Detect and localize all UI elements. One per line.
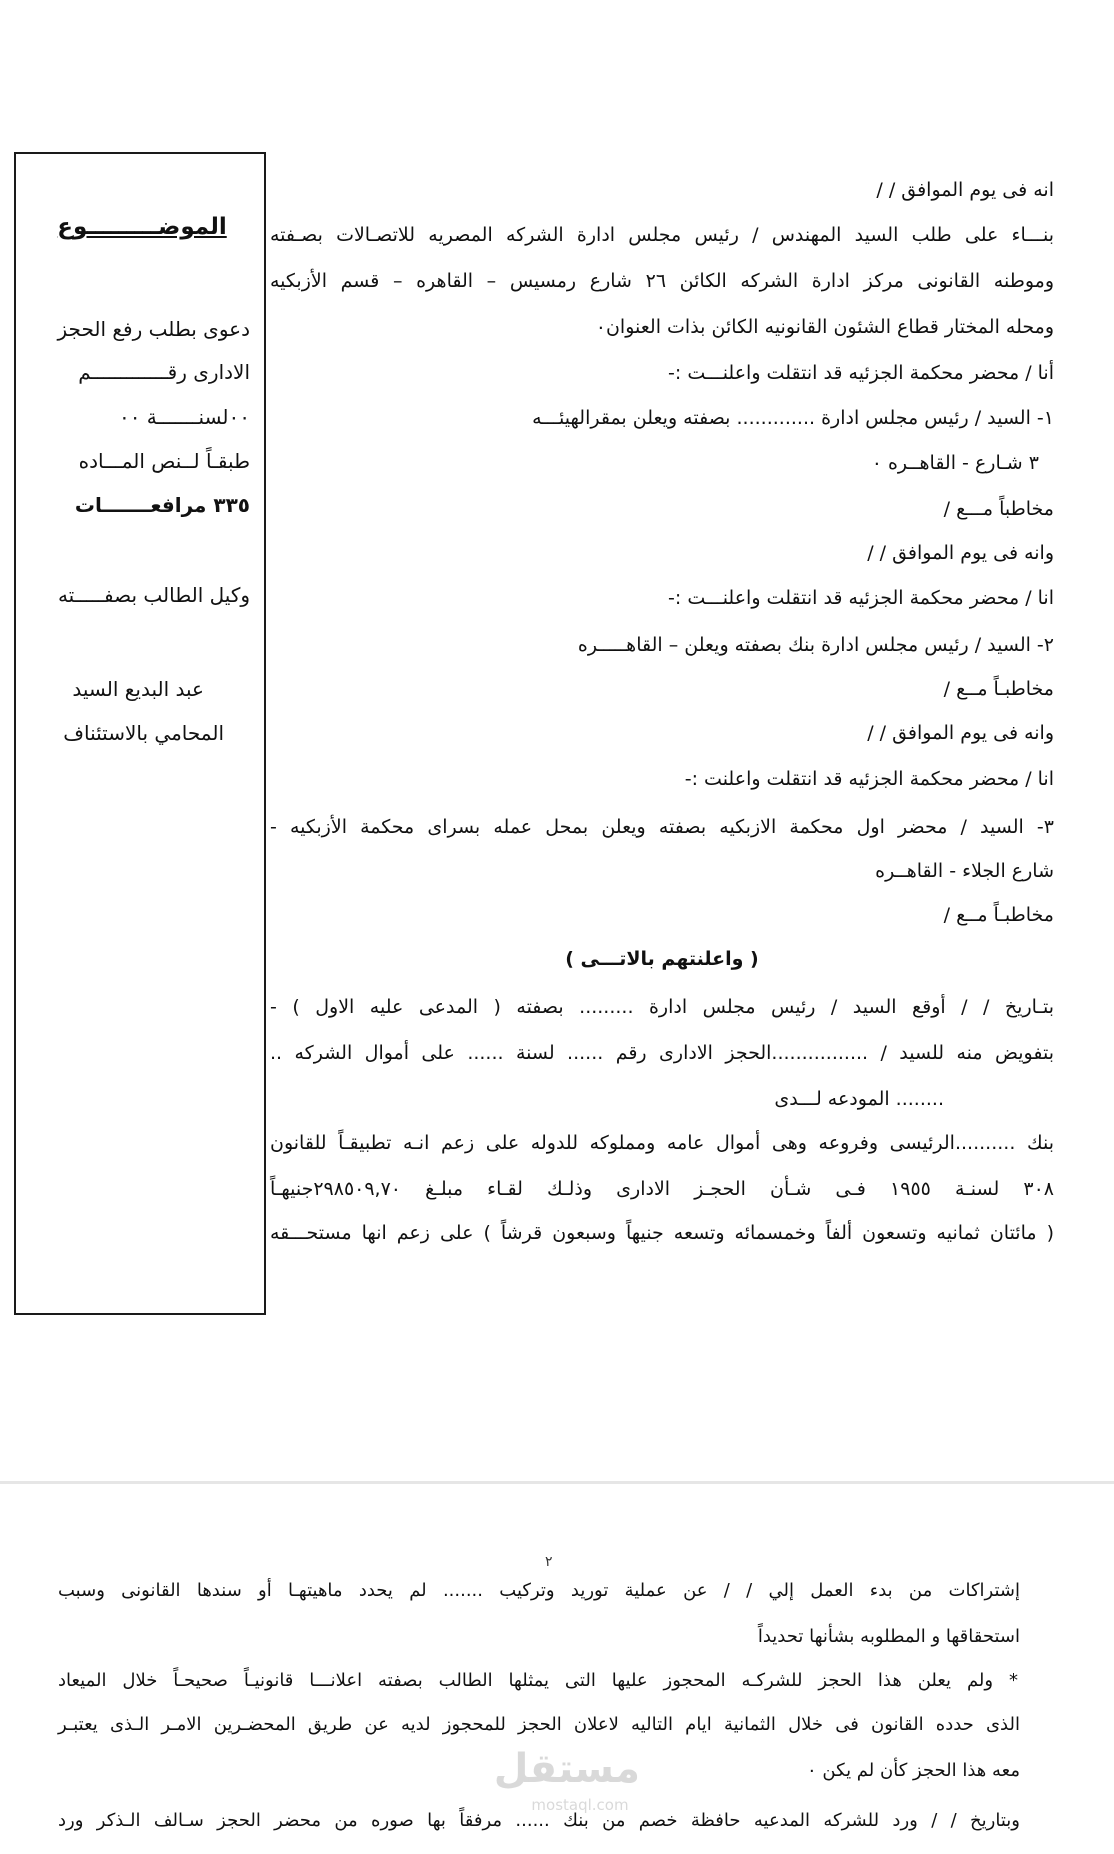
page2-line: وبتاريخ / / ورد للشركه المدعيه حافظة خصم من بنك ...... مرفقاً بها صوره من محضر الحجز سـالف الـذكر ورد — [58, 1810, 1020, 1831]
agent-line: وكيل الطالب بصفـــــته — [57, 583, 250, 607]
page2-line: معه هذا الحجز كأن لم يكن ٠ — [807, 1760, 1020, 1781]
body-line: ١- السيد / رئيس مجلس ادارة ............. بصفته ويعلن بمقرالهيئـــه — [532, 407, 1054, 429]
page2-line: الذى حدده القانون فى خلال الثمانية ايام التاليه لاعلان الحجز للمحجوز لديه عن طريق المحضـرين الامـر الـذى يعتبـر — [58, 1714, 1020, 1735]
body-line: انا / محضر محكمة الجزئيه قد انتقلت واعلنـــت :- — [668, 587, 1054, 609]
section-heading: ( واعلنتهم بالاتـــى ) — [565, 948, 759, 970]
body-line: ٣٠٨ لسنـة ١٩٥٥ فـى شـأن الحجـز الادارى وذلـك لقـاء مبلـغ ٢٩٨٥٠٩,٧٠جنيهـاً — [270, 1178, 1055, 1200]
body-line: مخاطباً مـــع / — [943, 498, 1054, 520]
watermark-arabic: مستقل — [493, 1746, 640, 1792]
body-line: وموطنه القانونى مركز ادارة الشركه الكائن ٢٦ شارع رمسيس – القاهره – قسم الأزبكيه — [270, 270, 1054, 292]
page2-line: إشتراكات من بدء العمل إلي / / عن عملية توريد وتركيب ....... لم يحدد ماهيتهـا أو سندها القانونى وسبب — [58, 1580, 1020, 1601]
body-line: ٢- السيد / رئيس مجلس ادارة بنك بصفته ويعلن – القاهـــــره — [577, 634, 1054, 656]
lawyer-title: المحامي بالاستئناف — [63, 721, 224, 745]
body-line: مخاطبـاً مــع / — [943, 678, 1054, 700]
body-line: أنا / محضر محكمة الجزئيه قد انتقلت واعلنـــت :- — [668, 362, 1054, 384]
page-number: ٢ — [545, 1554, 553, 1570]
body-line: وانه فى يوم الموافق / / — [867, 542, 1054, 564]
mostaql-watermark — [493, 1746, 640, 1816]
page2-line: * ولم يعلن هذا الحجز للشركـه المحجوز عليها التى يمثلها الطالب بصفته اعلانـــا قانونيـاً صحيحـاً خلال الميعاد — [58, 1670, 1018, 1691]
body-line: وانه فى يوم الموافق / / — [867, 722, 1054, 744]
body-line: انه فى يوم الموافق / / — [876, 179, 1054, 201]
body-line: انا / محضر محكمة الجزئيه قد انتقلت واعلنت :- — [684, 768, 1054, 790]
body-line: بنك ..........الرئيسى وفروعه وهى أموال عامه ومملوكه للدوله على زعم انـه تطبيقـاً للقانون — [270, 1132, 1054, 1154]
body-line: ( مائتان ثمانيه وتسعون ألفاً وخمسمائه وتسعه جنيهاً وسبعون قرشاً ) على زعم انها مستحـــقه — [270, 1222, 1054, 1244]
lawyer-name: عبد البديع السيد — [72, 677, 204, 701]
body-line: ٣ شـارع - القاهــره ٠ — [871, 452, 1039, 474]
subject-line: ٣٣٥ مرافعـــــــات — [74, 493, 250, 517]
body-line: بتـاريخ / / أوقع السيد / رئيس مجلس ادارة ......... بصفته ( المدعى عليه الاول ) - — [270, 996, 1054, 1018]
page-separator — [0, 1481, 1114, 1484]
body-line: بنـــاء على طلب السيد المهندس / رئيس مجلس ادارة الشركه المصريه للاتصـالات بصـفته — [270, 224, 1054, 246]
body-line: ........ المودعه لـــدى — [774, 1088, 944, 1110]
body-line: بتفويض منه للسيد / ................الحجز الادارى رقم ...... لسنة ...... على أموال الشركه .. — [270, 1042, 1054, 1064]
subject-line: دعوى بطلب رفع الحجز — [57, 317, 250, 341]
body-line: مخاطبـاً مــع / — [943, 904, 1054, 926]
subject-line: ٠٠لسنـــــــة ٠٠ — [118, 405, 250, 429]
page2-line: استحقاقها و المطلوبه بشأنها تحديداً — [757, 1626, 1020, 1647]
subject-line: طبقـاً لــنص المـــاده — [78, 449, 250, 473]
body-line: شارع الجلاء - القاهــره — [875, 860, 1054, 882]
subject-title: الموضـــــــــوع — [57, 214, 227, 240]
subject-line: الادارى رقـــــــــــــم — [78, 360, 250, 384]
body-line: ٣- السيد / محضر اول محكمة الازبكيه بصفته ويعلن بمحل عمله بسراى محكمة الأزبكيه - — [270, 816, 1054, 838]
watermark-latin: mostaql.com — [531, 1796, 629, 1814]
body-line: ومحله المختار قطاع الشئون القانونيه الكائن بذات العنوان٠ — [595, 316, 1054, 338]
subject-sidebar — [14, 152, 266, 1315]
